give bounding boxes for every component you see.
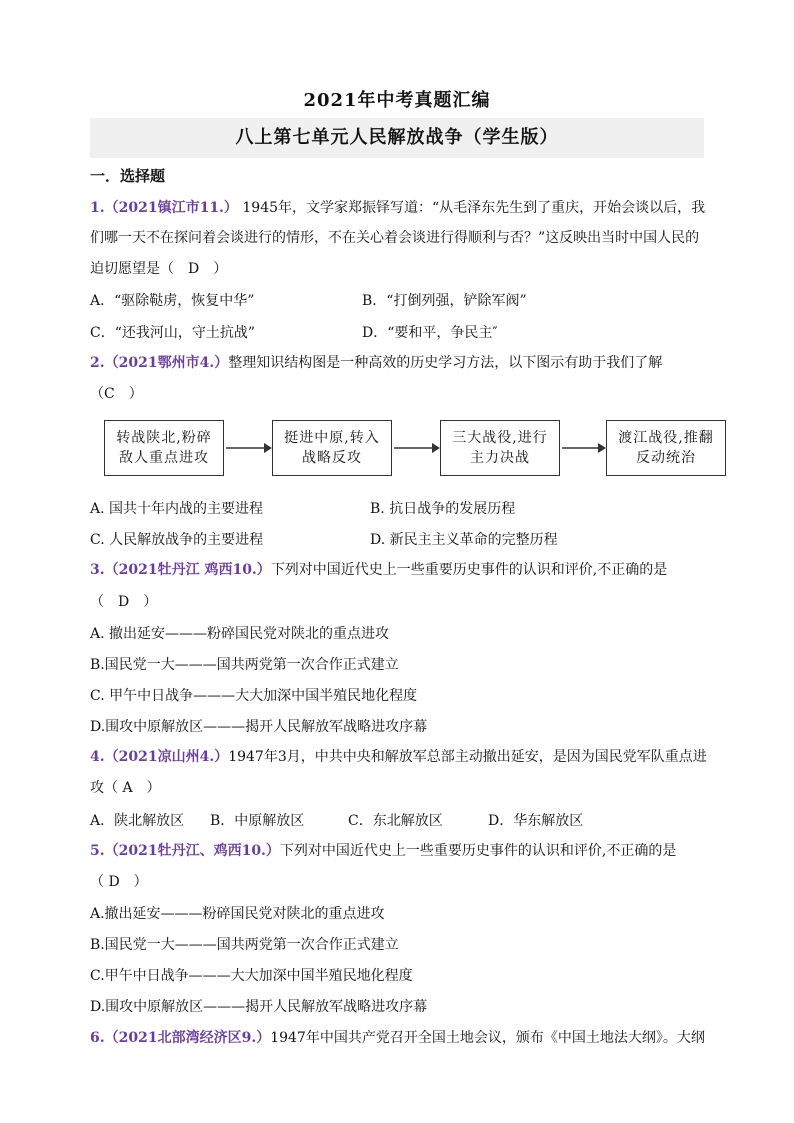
document-title: 2021年中考真题汇编 [303, 90, 491, 111]
question-5-number: 5.（2021牡丹江、鸡西10.） [90, 843, 280, 859]
question-3-option-b: B.国民党一大———国共两党第一次合作正式建立 [90, 657, 399, 673]
question-5-option-c: C.甲午中日战争———大大加深中国半殖民地化程度 [90, 968, 413, 984]
document-subtitle: 八上第七单元人民解放战争（学生版） [90, 118, 704, 158]
question-2-option-c: C. 人民解放战争的主要进程 [90, 532, 264, 548]
question-4-option-a: A．陕北解放区 [90, 813, 185, 829]
question-2-line-2: （C ） [90, 386, 143, 402]
question-2-number: 2.（2021鄂州市4.） [90, 355, 229, 371]
question-2-option-b: B. 抗日战争的发展历程 [370, 501, 516, 517]
question-4-option-b: B．中原解放区 [210, 813, 305, 829]
question-1-line-1: 1.（2021镇江市11.） 1945年，文学家郑振铎写道：“从毛泽东先生到了重庆，开始会谈以后，我 [90, 200, 706, 216]
question-5-option-d: D.围攻中原解放区———揭开人民解放军战略进攻序幕 [90, 999, 428, 1015]
flow-arrow-1 [226, 442, 272, 454]
flow-box-2: 挺进中原,转入战略反攻 [272, 420, 392, 476]
question-1-option-d: D．“要和平，争民主″ [362, 325, 498, 341]
flow-box-1: 转战陕北,粉碎敌人重点进攻 [104, 420, 224, 476]
question-3-option-c: C. 甲午中日战争———大大加深中国半殖民地化程度 [90, 688, 418, 704]
flow-box-3: 三大战役,进行主力决战 [440, 420, 560, 476]
question-4-option-c: C．东北解放区 [348, 813, 443, 829]
question-3-option-a: A. 撤出延安———粉碎国民党对陕北的重点进攻 [90, 626, 390, 642]
flow-box-4: 渡江战役,推翻反动统治 [606, 420, 726, 476]
question-1-line-2: 们哪一天不在探问着会谈进行的情形，不在关心着会谈进行得顺利与否？”这反映出当时中国人民的 [90, 230, 700, 246]
question-1-line-3: 迫切愿望是（ D ） [90, 261, 228, 277]
section-heading: 一．选择题 [90, 167, 166, 185]
question-3-line-1: 3.（2021牡丹江 鸡西10.）下列对中国近代史上一些重要历史事件的认识和评价,不正确的是 [90, 562, 668, 578]
question-1-option-a: A．“驱除鞑虏，恢复中华” [90, 293, 255, 309]
question-4-line-1: 4.（2021凉山州4.）1947年3月，中共中央和解放军总部主动撤出延安，是因为国民党军队重点进 [90, 749, 707, 765]
question-3-option-d: D.围攻中原解放区———揭开人民解放军战略进攻序幕 [90, 719, 428, 735]
question-5-option-a: A.撤出延安———粉碎国民党对陕北的重点进攻 [90, 906, 385, 922]
question-6-line-1: 6.（2021北部湾经济区9.）1947年中国共产党召开全国土地会议，颁布《中国土地法大纲》。大纲 [90, 1030, 705, 1046]
knowledge-flowchart [104, 420, 728, 482]
question-3-number: 3.（2021牡丹江 鸡西10.） [90, 562, 271, 578]
question-1-option-c: C．“还我河山，守土抗战” [90, 325, 256, 341]
question-4-number: 4.（2021凉山州4.） [90, 749, 229, 765]
question-1-option-b: B．“打倒列强，铲除军阀” [362, 293, 527, 309]
question-5-line-1: 5.（2021牡丹江、鸡西10.）下列对中国近代史上一些重要历史事件的认识和评价,不正确的是 [90, 843, 677, 859]
question-5-line-2: （ D ） [90, 874, 148, 890]
question-2-option-a: A. 国共十年内战的主要进程 [90, 501, 264, 517]
question-6-number: 6.（2021北部湾经济区9.） [90, 1030, 271, 1046]
question-2-line-1: 2.（2021鄂州市4.）整理知识结构图是一种高效的历史学习方法，以下图示有助于我们了解 [90, 355, 663, 371]
question-5-option-b: B.国民党一大———国共两党第一次合作正式建立 [90, 937, 399, 953]
question-1-number: 1.（2021镇江市11.） [90, 200, 238, 216]
question-4-line-2: 攻（ A ） [90, 780, 161, 796]
question-4-option-d: D．华东解放区 [488, 813, 584, 829]
question-3-line-2: （ D ） [90, 594, 158, 610]
flow-arrow-3 [562, 442, 606, 454]
question-2-option-d: D. 新民主主义革命的完整历程 [370, 532, 558, 548]
flow-arrow-2 [394, 442, 440, 454]
